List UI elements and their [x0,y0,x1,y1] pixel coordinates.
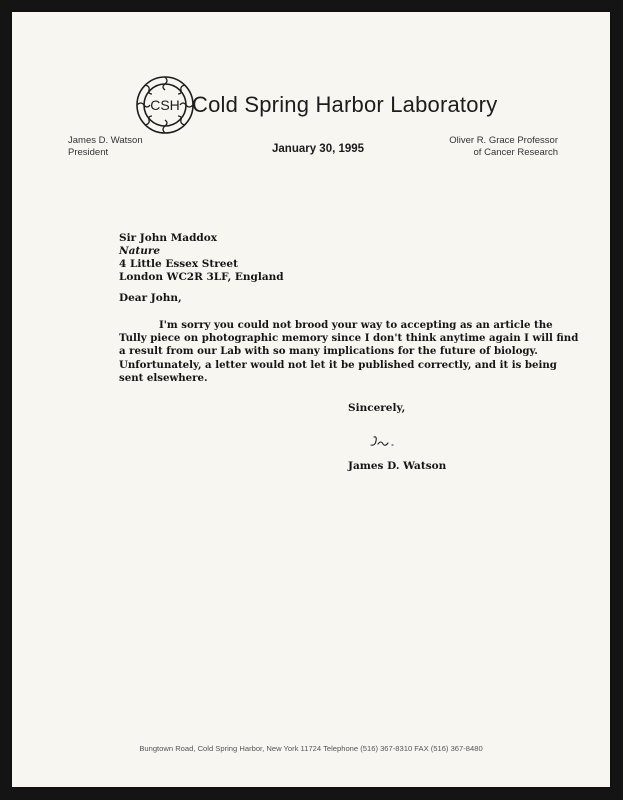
letter-body [119,319,579,385]
body-line: Unfortunately, a letter would not let it be published correctly, and it is being [119,358,557,371]
body-line: I'm sorry you could not brood your way to accepting as an article the [159,319,553,331]
csh-logo-icon [132,72,198,138]
recipient-city: London WC2R 3LF, England [119,271,284,283]
professorship-line-2: of Cancer Research [473,147,558,158]
professorship-block [449,135,558,159]
closing: Sincerely, [348,402,406,414]
organization-name: Cold Spring Harbor Laboratory [192,92,498,117]
sender-name: James D. Watson [68,135,143,146]
sender-block [68,135,143,159]
recipient-name: Sir John Maddox [119,232,218,244]
letter-page [12,12,610,787]
letter-date: January 30, 1995 [272,143,365,155]
recipient-street: 4 Little Essex Street [119,258,238,270]
svg-text:CSH: CSH [150,97,180,113]
letterhead-footer: Bungtown Road, Cold Spring Harbor, New York 11724 Telephone (516) 367-8310 FAX (516) 367-8480 [139,744,483,753]
salutation: Dear John, [119,292,182,304]
body-line: sent elsewhere. [119,371,208,384]
recipient-publication: Nature [119,245,161,257]
signer-name: James D. Watson [348,460,447,472]
recipient-address [119,232,284,284]
body-line: Tully piece on photographic memory since I don't think anytime again I will find [119,332,579,345]
professorship-line-1: Oliver R. Grace Professor [449,135,558,146]
handwritten-signature-icon [368,432,408,452]
sender-role: President [68,147,109,158]
body-line: a result from our Lab with so many implications for the future of biology. [119,345,538,358]
